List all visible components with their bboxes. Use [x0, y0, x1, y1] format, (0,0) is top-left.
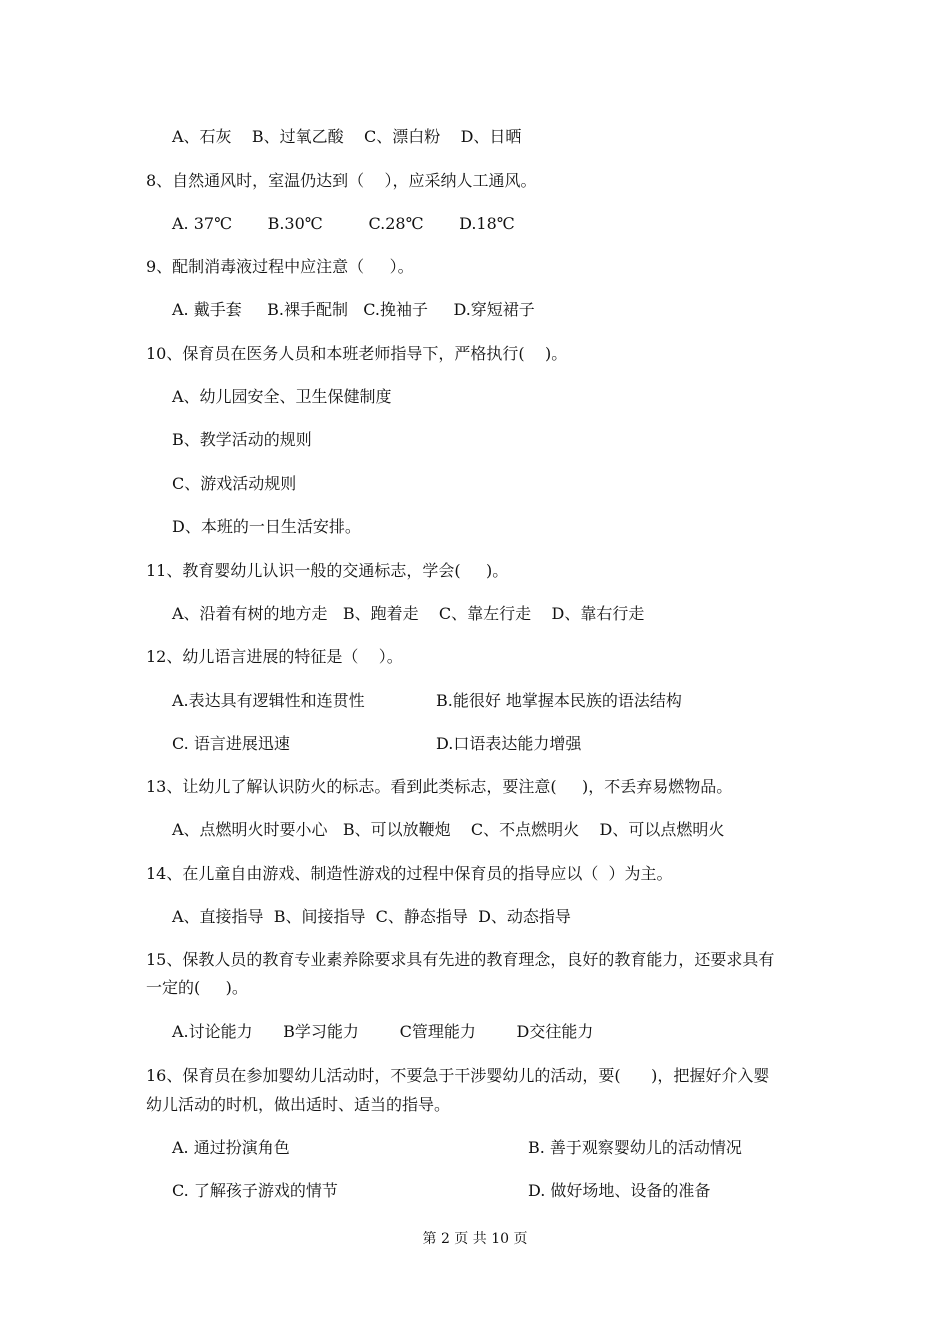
page-footer: 第 2 页 共 10 页 [422, 1231, 528, 1247]
q8-stem: 8、自然通风时，室温仍达到（ ），应采纳人工通风。 [146, 171, 537, 190]
q13-stem: 13、让幼儿了解认识防火的标志。看到此类标志，要注意( )，不丢弃易燃物品。 [146, 777, 733, 796]
q14-options: A、直接指导 B、间接指导 C、静态指导 D、动态指导 [172, 907, 571, 926]
q10-option-b: B、教学活动的规则 [172, 430, 312, 449]
q9-options: A. 戴手套 B.裸手配制 C.挽袖子 D.穿短裙子 [172, 300, 535, 319]
q16-option-c: C. 了解孩子游戏的情节 [172, 1181, 338, 1200]
q12-stem: 12、幼儿语言进展的特征是（ ）。 [146, 647, 403, 666]
q8-options: A. 37℃ B.30℃ C.28℃ D.18℃ [172, 214, 515, 233]
q10-option-a: A、幼儿园安全、卫生保健制度 [172, 387, 392, 406]
q12-option-b: B.能很好 地掌握本民族的语法结构 [436, 691, 682, 710]
q16-option-a: A. 通过扮演角色 [172, 1138, 290, 1157]
q14-stem: 14、在儿童自由游戏、制造性游戏的过程中保育员的指导应以（ ）为主。 [146, 864, 673, 883]
q16-option-d: D. 做好场地、设备的准备 [528, 1181, 711, 1200]
q12-option-a: A.表达具有逻辑性和连贯性 [172, 691, 365, 710]
q12-option-c: C. 语言进展迅速 [172, 734, 290, 753]
q13-options: A、点燃明火时要小心 B、可以放鞭炮 C、不点燃明火 D、可以点燃明火 [172, 820, 725, 839]
q10-option-c: C、游戏活动规则 [172, 474, 297, 493]
q11-options: A、沿着有树的地方走 B、跑着走 C、靠左行走 D、靠右行走 [172, 604, 645, 623]
q9-stem: 9、配制消毒液过程中应注意（ ）。 [146, 257, 414, 276]
q15-options: A.讨论能力 B学习能力 C管理能力 D交往能力 [172, 1022, 594, 1041]
q16-stem-line1: 16、保育员在参加婴幼儿活动时，不要急于干涉婴幼儿的活动，要( )，把握好介入婴 [146, 1066, 770, 1085]
q11-stem: 11、教育婴幼儿认识一般的交通标志，学会( )。 [146, 561, 509, 580]
q10-stem: 10、保育员在医务人员和本班老师指导下，严格执行( )。 [146, 344, 568, 363]
q15-stem-line2: 一定的( )。 [146, 978, 248, 997]
q12-option-d: D.口语表达能力增强 [436, 734, 582, 753]
q15-stem-line1: 15、保教人员的教育专业素养除要求具有先进的教育理念，良好的教育能力，还要求具有 [146, 950, 775, 969]
q10-option-d: D、本班的一日生活安排。 [172, 517, 361, 536]
q16-stem-line2: 幼儿活动的时机，做出适时、适当的指导。 [146, 1095, 451, 1114]
q7-options: A、石灰 B、过氧乙酸 C、漂白粉 D、日晒 [172, 127, 522, 146]
q16-option-b: B. 善于观察婴幼儿的活动情况 [528, 1138, 742, 1157]
